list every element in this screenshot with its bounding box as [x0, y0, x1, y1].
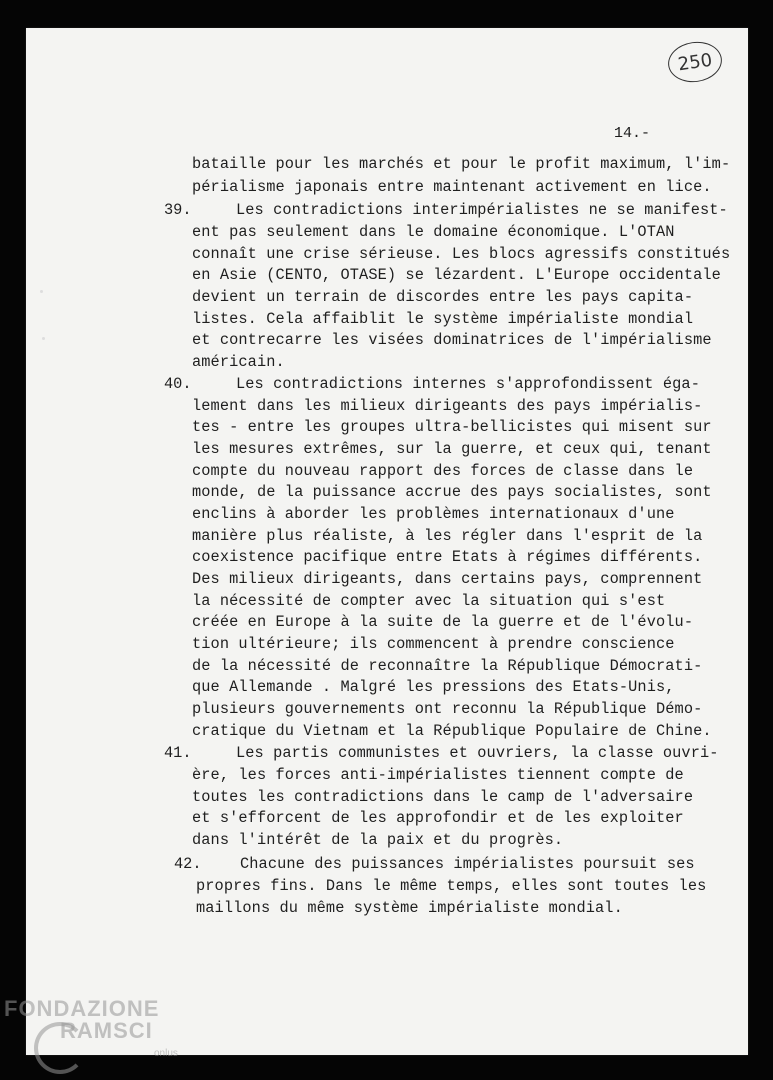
text-line: tes - entre les groupes ultra-bellicistes qui misent sur	[192, 418, 712, 436]
text-line: propres fins. Dans le même temps, elles sont toutes les	[196, 877, 707, 895]
text-line: compte du nouveau rapport des forces de classe dans le	[192, 462, 694, 480]
text-line: toutes les contradictions dans le camp de l'adversaire	[192, 788, 694, 806]
paragraph-number: 42.	[174, 855, 202, 873]
text-line: coexistence pacifique entre Etats à régimes différents.	[192, 548, 703, 566]
text-line: Les contradictions interimpérialistes ne se manifest-	[236, 201, 728, 219]
text-line: Les partis communistes et ouvriers, la classe ouvri-	[236, 744, 719, 762]
text-line: Les contradictions internes s'approfondissent éga-	[236, 375, 700, 393]
paragraph-number: 39.	[164, 201, 192, 219]
paragraph-number: 41.	[164, 744, 192, 762]
text-line: dans l'intérêt de la paix et du progrès.	[192, 831, 564, 849]
text-line: créée en Europe à la suite de la guerre et de l'évolu-	[192, 613, 694, 631]
text-line: bataille pour les marchés et pour le profit maximum, l'im-	[192, 155, 731, 173]
text-line: manière plus réaliste, à les régler dans l'esprit de la	[192, 527, 703, 545]
text-line: maillons du même système impérialiste mondial.	[196, 899, 623, 917]
text-line: listes. Cela affaiblit le système impérialiste mondial	[192, 310, 694, 328]
text-line: tion ultérieure; ils commencent à prendre conscience	[192, 635, 675, 653]
document-page	[26, 28, 748, 1055]
text-line: la nécessité de compter avec la situation qui s'est	[192, 592, 666, 610]
text-line: ent pas seulement dans le domaine économique. L'OTAN	[192, 223, 675, 241]
scan-mark	[42, 337, 45, 340]
text-line: lement dans les milieux dirigeants des pays impérialis-	[192, 397, 703, 415]
watermark-suffix: onlus	[154, 1048, 178, 1059]
watermark-title: FONDAZIONE	[4, 996, 160, 1021]
text-line: les mesures extrêmes, sur la guerre, et ceux qui, tenant	[192, 440, 712, 458]
text-line: monde, de la puissance accrue des pays socialistes, sont	[192, 483, 712, 501]
text-line: périalisme japonais entre maintenant activement en lice.	[192, 178, 712, 196]
paragraph-number: 40.	[164, 375, 192, 393]
text-line: américain.	[192, 353, 285, 371]
text-line: ère, les forces anti-impérialistes tiennent compte de	[192, 766, 684, 784]
text-line: plusieurs gouvernements ont reconnu la République Démo-	[192, 700, 703, 718]
text-line: connaît une crise sérieuse. Les blocs agressifs constitués	[192, 245, 731, 263]
page-number: 14.-	[614, 125, 651, 142]
text-line: cratique du Vietnam et la République Populaire de Chine.	[192, 722, 712, 740]
archive-stamp-number: 250	[665, 38, 724, 85]
text-line: enclins à aborder les problèmes internationaux d'une	[192, 505, 675, 523]
text-line: que Allemande . Malgré les pressions des Etats-Unis,	[192, 678, 675, 696]
text-line: devient un terrain de discordes entre les pays capita-	[192, 288, 694, 306]
text-line: en Asie (CENTO, OTASE) se lézardent. L'Europe occidentale	[192, 266, 721, 284]
text-line: de la nécessité de reconnaître la République Démocrati-	[192, 657, 703, 675]
text-line: et contrecarre les visées dominatrices de l'impérialisme	[192, 331, 712, 349]
text-line: et s'efforcent de les approfondir et de les exploiter	[192, 809, 684, 827]
fondazione-gramsci-watermark	[4, 996, 178, 1059]
text-line: Des milieux dirigeants, dans certains pays, comprennent	[192, 570, 703, 588]
watermark-subtitle: RAMSCI	[60, 1018, 153, 1043]
scan-mark	[40, 290, 43, 293]
text-line: Chacune des puissances impérialistes poursuit ses	[240, 855, 695, 873]
